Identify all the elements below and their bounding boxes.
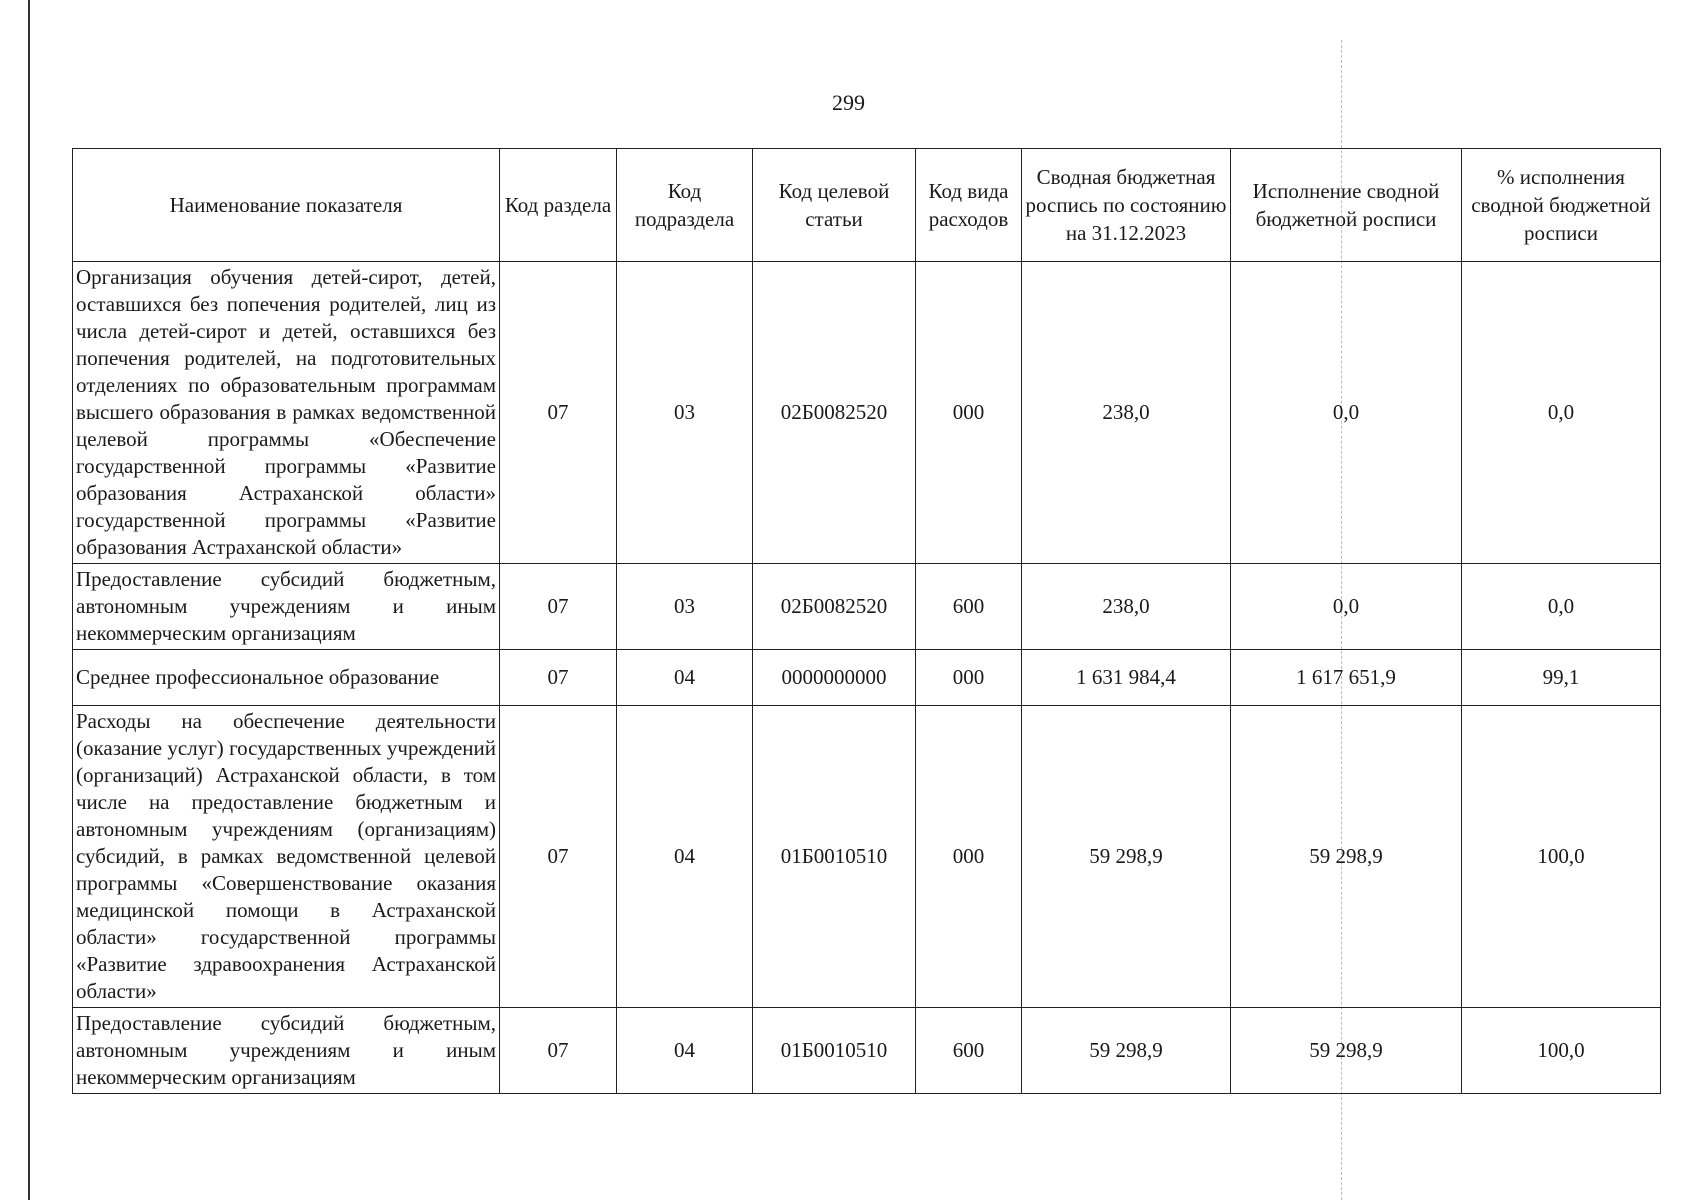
table-row: [73, 262, 1661, 564]
row-name: Расходы на обеспечение деятельности (оказание услуг) государственных учреждений (организаций) Астраханской области, в том числе на предоставление бюджетным и автономным учреждениям (организациям) субсидий, в рамках ведомственной целевой программы «Совершенствование оказания медицинской помощи в Астраханской области» государственной программы «Развитие здравоохранения Астраханской области»: [73, 706, 500, 1008]
row-vid: 600: [916, 1008, 1022, 1094]
header-plan: Сводная бюджетная роспись по состоянию на 31.12.2023: [1022, 149, 1231, 262]
row-vid: 000: [916, 706, 1022, 1008]
row-plan: 1 631 984,4: [1022, 650, 1231, 706]
table-row: [73, 1008, 1661, 1094]
row-tselevaya: 02Б0082520: [753, 564, 916, 650]
row-podrazdel: 04: [617, 650, 753, 706]
row-tselevaya: 0000000000: [753, 650, 916, 706]
table-row: [73, 650, 1661, 706]
row-percent: 0,0: [1462, 262, 1661, 564]
row-razdel: 07: [500, 706, 617, 1008]
header-tselevaya: Код целевой статьи: [753, 149, 916, 262]
row-tselevaya: 01Б0010510: [753, 1008, 916, 1094]
header-podrazdel: Код подраздела: [617, 149, 753, 262]
page-number: 299: [832, 90, 865, 115]
row-plan: 238,0: [1022, 564, 1231, 650]
header-vid: Код вида расходов: [916, 149, 1022, 262]
row-name: Среднее профессиональное образование: [73, 650, 500, 706]
row-name: Организация обучения детей-сирот, детей, оставшихся без попечения родителей, лиц из числа детей-сирот и детей, оставшихся без попечения родителей, на подготовительных отделениях по образовательным программам высшего образования в рамках ведомственной целевой программы «Обеспечение государственной программы «Развитие образования Астраханской области» государственной программы «Развитие образования Астраханской области»: [73, 262, 500, 564]
header-percent: % исполнения сводной бюджетной росписи: [1462, 149, 1661, 262]
row-razdel: 07: [500, 262, 617, 564]
row-plan: 59 298,9: [1022, 706, 1231, 1008]
header-name: Наименование показателя: [73, 149, 500, 262]
row-plan: 238,0: [1022, 262, 1231, 564]
table-row: [73, 564, 1661, 650]
table-row: [73, 706, 1661, 1008]
header-razdel: Код раздела: [500, 149, 617, 262]
row-percent: 100,0: [1462, 1008, 1661, 1094]
scan-left-edge: [28, 0, 30, 1200]
row-plan: 59 298,9: [1022, 1008, 1231, 1094]
row-podrazdel: 04: [617, 1008, 753, 1094]
row-vid: 600: [916, 564, 1022, 650]
row-vid: 000: [916, 262, 1022, 564]
row-ispolnenie: 59 298,9: [1231, 706, 1462, 1008]
row-tselevaya: 01Б0010510: [753, 706, 916, 1008]
row-ispolnenie: 1 617 651,9: [1231, 650, 1462, 706]
row-podrazdel: 04: [617, 706, 753, 1008]
header-ispolnenie: Исполнение сводной бюджетной росписи: [1231, 149, 1462, 262]
row-percent: 99,1: [1462, 650, 1661, 706]
row-vid: 000: [916, 650, 1022, 706]
row-podrazdel: 03: [617, 564, 753, 650]
row-ispolnenie: 0,0: [1231, 564, 1462, 650]
row-name: Предоставление субсидий бюджетным, автономным учреждениям и иным некоммерческим организациям: [73, 1008, 500, 1094]
row-percent: 0,0: [1462, 564, 1661, 650]
budget-table: [72, 148, 1661, 1094]
row-podrazdel: 03: [617, 262, 753, 564]
row-razdel: 07: [500, 564, 617, 650]
row-razdel: 07: [500, 1008, 617, 1094]
row-tselevaya: 02Б0082520: [753, 262, 916, 564]
row-razdel: 07: [500, 650, 617, 706]
row-name: Предоставление субсидий бюджетным, автономным учреждениям и иным некоммерческим организациям: [73, 564, 500, 650]
table-header-row: [73, 149, 1661, 262]
row-percent: 100,0: [1462, 706, 1661, 1008]
row-ispolnenie: 0,0: [1231, 262, 1462, 564]
row-ispolnenie: 59 298,9: [1231, 1008, 1462, 1094]
